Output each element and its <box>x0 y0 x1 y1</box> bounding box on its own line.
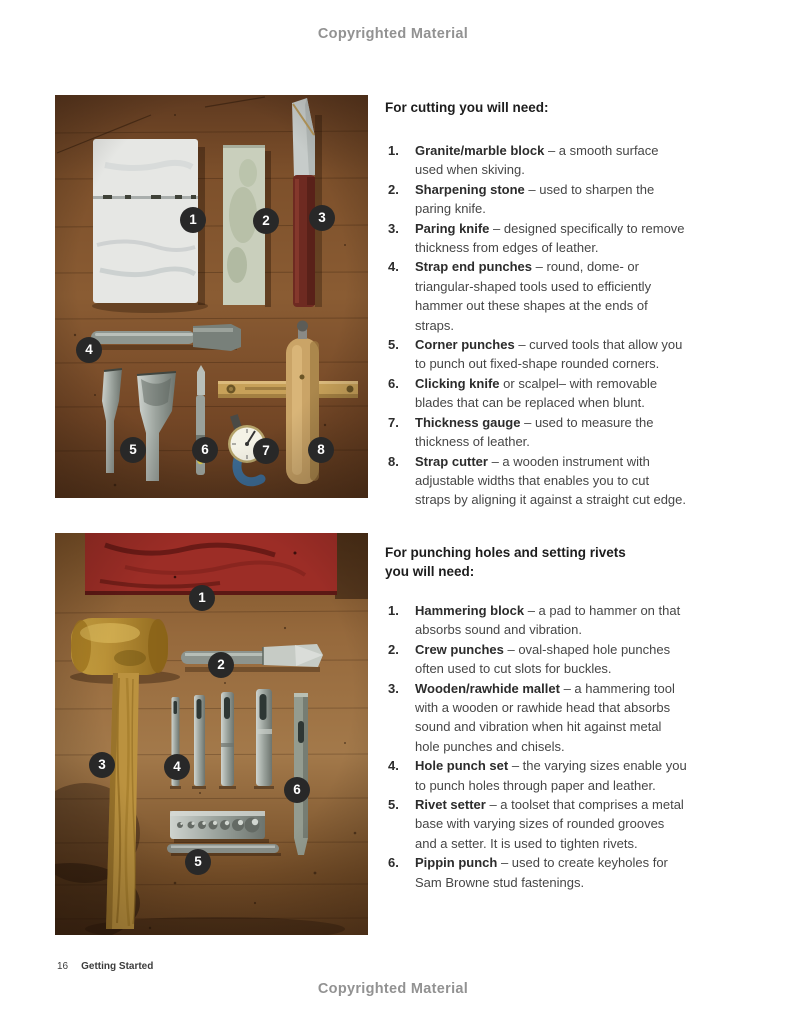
tool-description: or scalpel– with removable blades that can be replaced when blunt. <box>415 375 658 411</box>
cutting-items <box>385 141 687 510</box>
tool-description: – used to measure the thickness of leather. <box>415 414 654 450</box>
photo1-badge-6: 6 <box>192 437 218 463</box>
photo1-badge-7: 7 <box>253 438 279 464</box>
photo1-badge-3: 3 <box>309 205 335 231</box>
tool-name: Granite/marble block <box>415 143 545 158</box>
photo2-badge-6: 6 <box>284 777 310 803</box>
tool-list-item <box>385 141 687 180</box>
tool-list-item <box>385 257 687 335</box>
photo2-badge-2: 2 <box>208 652 234 678</box>
item-number: 8. <box>388 453 399 469</box>
tool-list-item <box>385 640 687 679</box>
punching-heading-line2: you will need: <box>385 564 475 579</box>
tool-description: – a smooth surface used when skiving. <box>415 143 659 178</box>
tool-list-item <box>385 601 687 640</box>
section-title: Getting Started <box>81 961 154 972</box>
tool-name: Hole punch set <box>415 758 509 774</box>
photo2-badge-5: 5 <box>185 849 211 875</box>
item-number: 3. <box>388 680 399 696</box>
photo-cutting-tools <box>55 95 368 498</box>
tool-description: – a pad to hammer on that absorbs sound and vibration. <box>415 603 681 638</box>
tool-name: Clicking knife <box>415 375 500 391</box>
tool-list-item <box>385 452 687 510</box>
punching-items <box>385 601 687 892</box>
item-number: 1. <box>388 143 399 158</box>
tool-list-item <box>385 180 687 219</box>
tool-list-item <box>385 679 687 757</box>
tool-name: Strap cutter <box>415 453 488 469</box>
item-number: 3. <box>388 220 399 236</box>
item-number: 6. <box>388 375 399 391</box>
cutting-tools-list <box>385 98 687 510</box>
tool-name: Hammering block <box>415 603 525 618</box>
photo-punching-tools <box>55 533 368 935</box>
tool-name: Corner punches <box>415 337 515 353</box>
copyright-notice-bottom: Copyrighted Material <box>317 981 469 997</box>
tool-list-item <box>385 374 687 413</box>
item-number: 5. <box>388 337 399 353</box>
tool-description: – used to create keyholes for Sam Browne stud fastenings. <box>415 855 668 890</box>
tool-name: Crew punches <box>415 641 504 657</box>
tool-description: – the varying sizes enable you to punch holes through paper and leather. <box>415 758 687 793</box>
cutting-heading: For cutting you will need: <box>385 100 549 115</box>
tool-description: – round, dome- or triangular-shaped tools used to efficiently hammer out these shapes at the ends of straps. <box>415 259 652 333</box>
photo2-badge-4: 4 <box>164 754 190 780</box>
tool-name: Thickness gauge <box>415 414 521 430</box>
item-number: 4. <box>388 758 399 774</box>
tool-description: – curved tools that allow you to punch out fixed-shape rounded corners. <box>415 337 683 372</box>
photo1-badge-1: 1 <box>180 207 206 233</box>
copyright-notice-top: Copyrighted Material <box>317 26 469 42</box>
tool-list-item <box>385 413 687 452</box>
page-footer <box>57 961 153 972</box>
tool-description: – oval-shaped hole punches often used to cut slots for buckles. <box>415 641 671 677</box>
item-number: 5. <box>388 797 399 813</box>
photo1-badge-5: 5 <box>120 437 146 463</box>
tool-name: Pippin punch <box>415 855 498 871</box>
item-number: 2. <box>388 641 399 657</box>
photo1-badge-2: 2 <box>253 208 279 234</box>
tool-list-item <box>385 335 687 374</box>
tool-name: Rivet setter <box>415 797 486 813</box>
tool-description: – designed specifically to remove thickness from edges of leather. <box>415 220 685 256</box>
item-number: 1. <box>388 603 399 618</box>
tool-name: Wooden/rawhide mallet <box>415 680 560 696</box>
page-number: 16 <box>57 961 69 972</box>
photo1-badge-4: 4 <box>76 337 102 363</box>
tool-list-item <box>385 756 687 795</box>
tool-name: Strap end punches <box>415 259 533 275</box>
tool-description: – used to sharpen the paring knife. <box>415 181 655 217</box>
photo1-badge-8: 8 <box>308 437 334 463</box>
tool-list-item <box>385 853 687 892</box>
tool-description: – a wooden instrument with adjustable widths that enables you to cut straps by aligning it against a straight cut edge. <box>415 453 686 508</box>
item-number: 4. <box>388 259 399 275</box>
tool-name: Sharpening stone <box>415 181 525 197</box>
photo2-badge-1: 1 <box>189 585 215 611</box>
punching-heading-line1: For punching holes and setting rivets <box>385 545 626 560</box>
item-number: 2. <box>388 181 399 197</box>
tool-name: Paring knife <box>415 220 490 236</box>
photo2-badge-3: 3 <box>89 752 115 778</box>
item-number: 7. <box>388 414 399 430</box>
item-number: 6. <box>388 855 399 871</box>
tool-list-item <box>385 795 687 853</box>
punching-tools-list <box>385 543 687 892</box>
tool-description: – a toolset that comprises a metal base with varying sizes of rounded grooves and a setter. It is used to tighten rivets. <box>415 797 684 851</box>
tool-description: – a hammering tool with a wooden or rawhide head that absorbs sound and vibration when hit against metal hole punches and chisels. <box>415 680 675 754</box>
tool-list-item <box>385 219 687 258</box>
